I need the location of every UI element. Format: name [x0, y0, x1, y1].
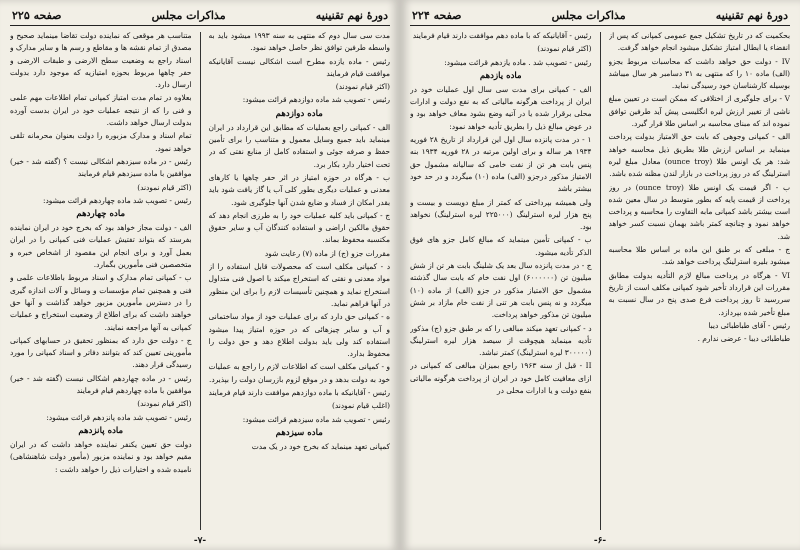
- left-page-column-left: [10, 30, 192, 530]
- paragraph: د - کمپانی مکلف است که محصولات قابل استفاده را از مواد معدنی و نفتی که استخراج میکند با اصول فنی متداول استخراج نماید و همچنین تأسیسات لازم را برای این منظور در آنها فراهم نماید.: [208, 262, 390, 308]
- paragraph: (اکثر قیام نمودند): [137, 399, 192, 409]
- paragraph: IV - دولت حق خواهد داشت که محاسبات مربوط بجزو (الف) ماده ۱۰ را که منتهی به ۳۱ دسامبر هر سال میباشد بوسیله کارشناسان خود رسیدگی نماید.: [608, 56, 790, 91]
- paragraph: رئیس - تصویب شد ماده دوازدهم قرائت میشود:: [242, 95, 390, 105]
- paragraph: رئیس - در ماده چهاردهم اشکالی نیست (گفته شد - خیر) موافقین با ماده چهاردهم قیام فرمایند: [10, 373, 192, 396]
- paragraph: رئیس - آقایانیکه که با ماده دهم موافقت دارند قیام فرمایند: [412, 31, 592, 40]
- section-heading: ماده چهاردهم: [76, 209, 126, 220]
- paragraph: رئیس - آقایانیکه با ماده دوازدهم موافقت دارند قیام فرمایند: [208, 388, 390, 398]
- paragraph: II - قبل از سنه ۱۹۶۳ راجع بمیزان مبالغی که کمپانی در ازای معافیت کامل خود در ایران از پرداخت هرگونه مالیاتی بنفع دولت و یا ادارات محلی در: [410, 361, 592, 396]
- section-heading: ماده سیزدهم: [275, 427, 323, 438]
- paragraph: (اکثر قیام نمودند): [335, 82, 390, 92]
- paragraph: رئیس - آقای طباطبائی دیبا: [708, 320, 790, 330]
- paragraph: ب - هرگاه در حوزه امتیاز در اثر حفر چاهها یا کارهای معدنی و عملیات دیگری بطور کلی آب یا گاز یافت شود باید بقدر امکان از فساد و ضایع شدن آنها جلوگیری شود.: [208, 172, 390, 207]
- paragraph: ب - کمپانی تأمین مینماید که مبالغ کامل جزو های فوق الذکر تأدیه میشود.: [410, 235, 592, 257]
- paragraph: (اغلب قیام نمودند): [331, 401, 390, 411]
- paragraph: دولت حق تعیین یکنفر نماینده خواهد داشت که در ایران مقیم خواهد بود و نماینده مزبور (مأمور دولت شاهنشاهی) نامیده شده و اختیارات ذیل را خواهد داشت :: [10, 439, 192, 474]
- right-page: [400, 0, 800, 550]
- paragraph: ج - دولت حق دارد که بمنظور تحقیق در حسابهای کمپانی مأمورینی تعیین کند که بتوانند دفاتر و اسناد کمپانی را مورد رسیدگی قرار دهند.: [10, 335, 192, 370]
- paragraph: ج - در مدت پانزده سال بعد یک شلینگ بابت هر تن از شش میلیون تن (۶۰۰۰۰۰۰) اول نفت خام که بابت سال گذشته مشمول حق الامتیاز مذکور در جزو (الف) از ماده (۱۰) میگردد و نه پنس بابت هر تنی از نفت خام مازاد بر شش میلیون تن مذکور خواهد پرداخت.: [410, 261, 592, 320]
- paragraph: ج - کمپانی باید کلیه عملیات خود را به طرزی انجام دهد که حقوق مالکین اراضی و استفاده کنندگان آب و سایر حقوق مکتسبه محفوظ بماند.: [208, 210, 390, 245]
- paragraph: الف - دولت مجاز خواهد بود که بخرج خود در ایران نماینده بفرستد که بتواند تفتیش عملیات فنی کمپانی را در ایران بعمل آورد و برای انجام این مقصود از اشخاص خبره و متخصصین فنی مأمورین بگمارد.: [10, 223, 192, 270]
- right-page-column-left: [410, 30, 592, 530]
- paragraph: ۱ - در مدت پانزده سال اول این قرارداد از تاریخ ۲۸ فوریه ۱۹۳۴ هر ساله و برای اولین مرتبه در ۲۸ فوریه ۱۹۳۴ بنه پنس بابت هر تن از نفت خامی که سالیانه مشمول حق الامتیاز مذکور درجزو (الف) ماده (۱۰) میگردد و در حد خود بیشتر باشد: [410, 135, 592, 194]
- left-page-column-right: [209, 30, 391, 530]
- paragraph: رئیس - ماده یازده مطرح است اشکالی نیست آقایانیکه موافقت قیام فرمایند: [208, 56, 390, 78]
- paragraph: بحکمیت که در تاریخ تشکیل جمع عمومی کمپانی که پس از انقضاء یا ابطال امتیاز تشکیل میشود انجام خواهد گرفت.: [608, 31, 790, 53]
- paragraph: ولی همیشه بپرداختی که کمتر از مبلغ دویست و بیست و پنج هزار لیره استرلینگ (۲۲۵۰۰۰ لیره استرلینگ) نخواهد بود.: [410, 197, 592, 232]
- column-divider: [200, 32, 201, 530]
- paragraph: رئیس - تصویب شد ماده سیزدهم قرائت میشود:: [242, 414, 390, 424]
- paragraph: (اکثر قیام نمودند): [537, 44, 592, 54]
- paragraph: متناسب هر موقعی که نماینده دولت تقاضا مینماید صحیح و مصدق از تمام نقشه ها و مقاطع و رسم ها و سایر مدارک و اسناد راجع به وضعیت سطح الارضی و طبقات الارضی و حفر چاهها مربوط بحوزه امتیازیه که موجود دارد بدولت ارسال دارد.: [10, 31, 192, 90]
- paragraph: الف - کمپانی راجع بعملیات که مطابق این قرارداد در ایران مینماید باید جمیع وسایل معمول و متناسب را برای تأمین حفظ و صرفه جوئی و استفاده کامل از منابع نفتی که در تحت اختیار دارد بکار برد.: [208, 122, 390, 169]
- paragraph: مدت سی سال دوم که منتهی به سنه ۱۹۹۳ میشود باید به واسطه طرفین توافق نظر حاصل خواهد نمود.: [208, 31, 390, 53]
- publication-title: مذاکرات مجلس: [151, 8, 226, 22]
- paragraph: رئیس - تصویب شد ماده چهاردهم قرائت میشود:: [42, 195, 192, 205]
- right-page-footer: -۶-: [593, 536, 607, 546]
- paragraph: الف - کمپانی برای مدت سی سال اول عملیات خود در ایران از پرداخت هرگونه مالیاتی که به نفع دولت و ادارات محلی برقرار شده یا در آتیه وضع بشود معاف خواهد بود و در عوض مبالغ ذیل را بطریق تأدیه خواهد نمود:: [410, 84, 592, 131]
- page-number-label: صفحه ۲۲۵: [12, 8, 62, 22]
- paragraph: بعلاوه در تمام مدت امتیاز کمپانی تمام اطلاعات مهم علمی و فنی را که از نتیجه عملیات خود در ایران بدست آورده بدولت ارسال خواهد داشت.: [10, 93, 192, 128]
- right-page-column-right: [609, 30, 791, 530]
- paragraph: (اکثر قیام نمودند): [137, 182, 192, 192]
- paragraph: ج - مبلغی که بر طبق این ماده بر اساس طلا محاسبه میشود بلیره استرلینگ پرداخت خواهد شد.: [608, 245, 790, 267]
- paragraph: رئیس - در ماده سیزدهم اشکالی نیست ؟ (گفته شد - خیر) موافقین با ماده سیزدهم قیام فرمایند: [10, 156, 192, 179]
- left-page-footer: -۷-: [193, 536, 207, 546]
- column-divider: [600, 32, 601, 530]
- section-heading: ماده یازدهم: [479, 70, 522, 81]
- section-heading: ماده دوازدهم: [275, 108, 323, 119]
- paragraph: ب - اگر قیمت یک اونس طلا (ounce troy) در روز پرداخت از قیمت پایه که بطور متوسط در سال معین شده است بیشتر باشد کمپانی مابه التفاوت را محاسبه و پرداخت خواهد نمود و چنانچه کمتر باشد بهمان نسبت کسر خواهد شد.: [608, 182, 790, 241]
- paragraph: مقررات جزو (ج) از ماده (۷) رعایت شود: [264, 248, 390, 258]
- edition-label: دورهٔ نهم تقنینیه: [315, 8, 388, 22]
- paragraph: کمپانی تعهد مینماید که بخرج خود در یک مدت: [251, 441, 390, 451]
- publication-title: مذاکرات مجلس: [551, 8, 626, 22]
- paragraph: طباطبائی دیبا - عرضی ندارم .: [697, 334, 790, 344]
- paragraph: تمام اسناد و مدارک مزبوره را دولت بعنوان محرمانه تلقی خواهد نمود.: [10, 131, 192, 153]
- paragraph: ه - کمپانی حق دارد که برای عملیات خود از مواد ساختمانی و آب و سایر چیزهائی که در حوزه امتیاز پیدا میشود استفاده کند ولی باید بدولت اطلاع دهد و حق دولت را محفوظ بدارد.: [208, 312, 390, 359]
- paragraph: رئیس - تصویب شد . ماده یازدهم قرائت میشود:: [444, 57, 592, 67]
- paragraph: د - کمپانی تعهد میکند مبالغی را که بر طبق جزو (ج) مذکور تأدیه مینماید هیچوقت از سیصد هزار لیره استرلینگ (۳۰۰۰۰۰ لیره استرلینگ) کمتر نباشد.: [410, 323, 592, 358]
- paragraph: ب - کمپانی تمام مدارک و اسناد مربوط باطلاعات علمی و فنی و همچنین تمام مؤسسات و وسائل و آلات اندازه گیری را در دسترس مأمورین مزبور خواهد گذاشت و آنها حق خواهند داشت که برای اطلاع از وضعیت استخراج و عملیات کمپانی به آنها مراجعه نمایند.: [10, 273, 192, 332]
- edition-label: دورهٔ نهم تقنینیه: [715, 8, 788, 22]
- section-heading: ماده پانزدهم: [78, 425, 124, 436]
- right-page-header: [410, 6, 790, 26]
- paragraph: و - کمپانی مکلف است که اطلاعات لازم را راجع به عملیات خود به دولت بدهد و در موقع لزوم بازرسان دولت را بپذیرد.: [208, 362, 390, 384]
- paragraph: V - برای جلوگیری از اختلافی که ممکن است در تعیین مبلغ ناشی از تغییر ارزش لیره انگلیسی پیش آید طرفین توافق نموده اند که مبنای محاسبه بر اساس طلا قرار گیرد.: [608, 94, 790, 129]
- paragraph: رئیس - تصویب شد ماده پانزدهم قرائت میشود:: [46, 412, 192, 422]
- page-number-label: صفحه ۲۲۴: [412, 8, 462, 22]
- paragraph: الف - کمپانی وجوهی که بابت حق الامتیاز بدولت پرداخت مینماید بر اساس ارزش طلا بطریق ذیل محاسبه خواهد شد: هر یک اونس طلا (ounce troy) معادل مبلغ لیره استرلینگ که در روز پرداخت در بازار لندن مظنه شده باشد.: [608, 132, 790, 179]
- left-page-header: [10, 6, 390, 26]
- paragraph: VI - هرگاه در پرداخت مبالغ لازم التأدیه بدولت مطابق مقررات این قرارداد تأخیر شود کمپانی مکلف است از تاریخ سررسید تا روز پرداخت فرع صدی پنج در سال نسبت به مبلغ تأخیر شده بپردازد.: [608, 270, 790, 317]
